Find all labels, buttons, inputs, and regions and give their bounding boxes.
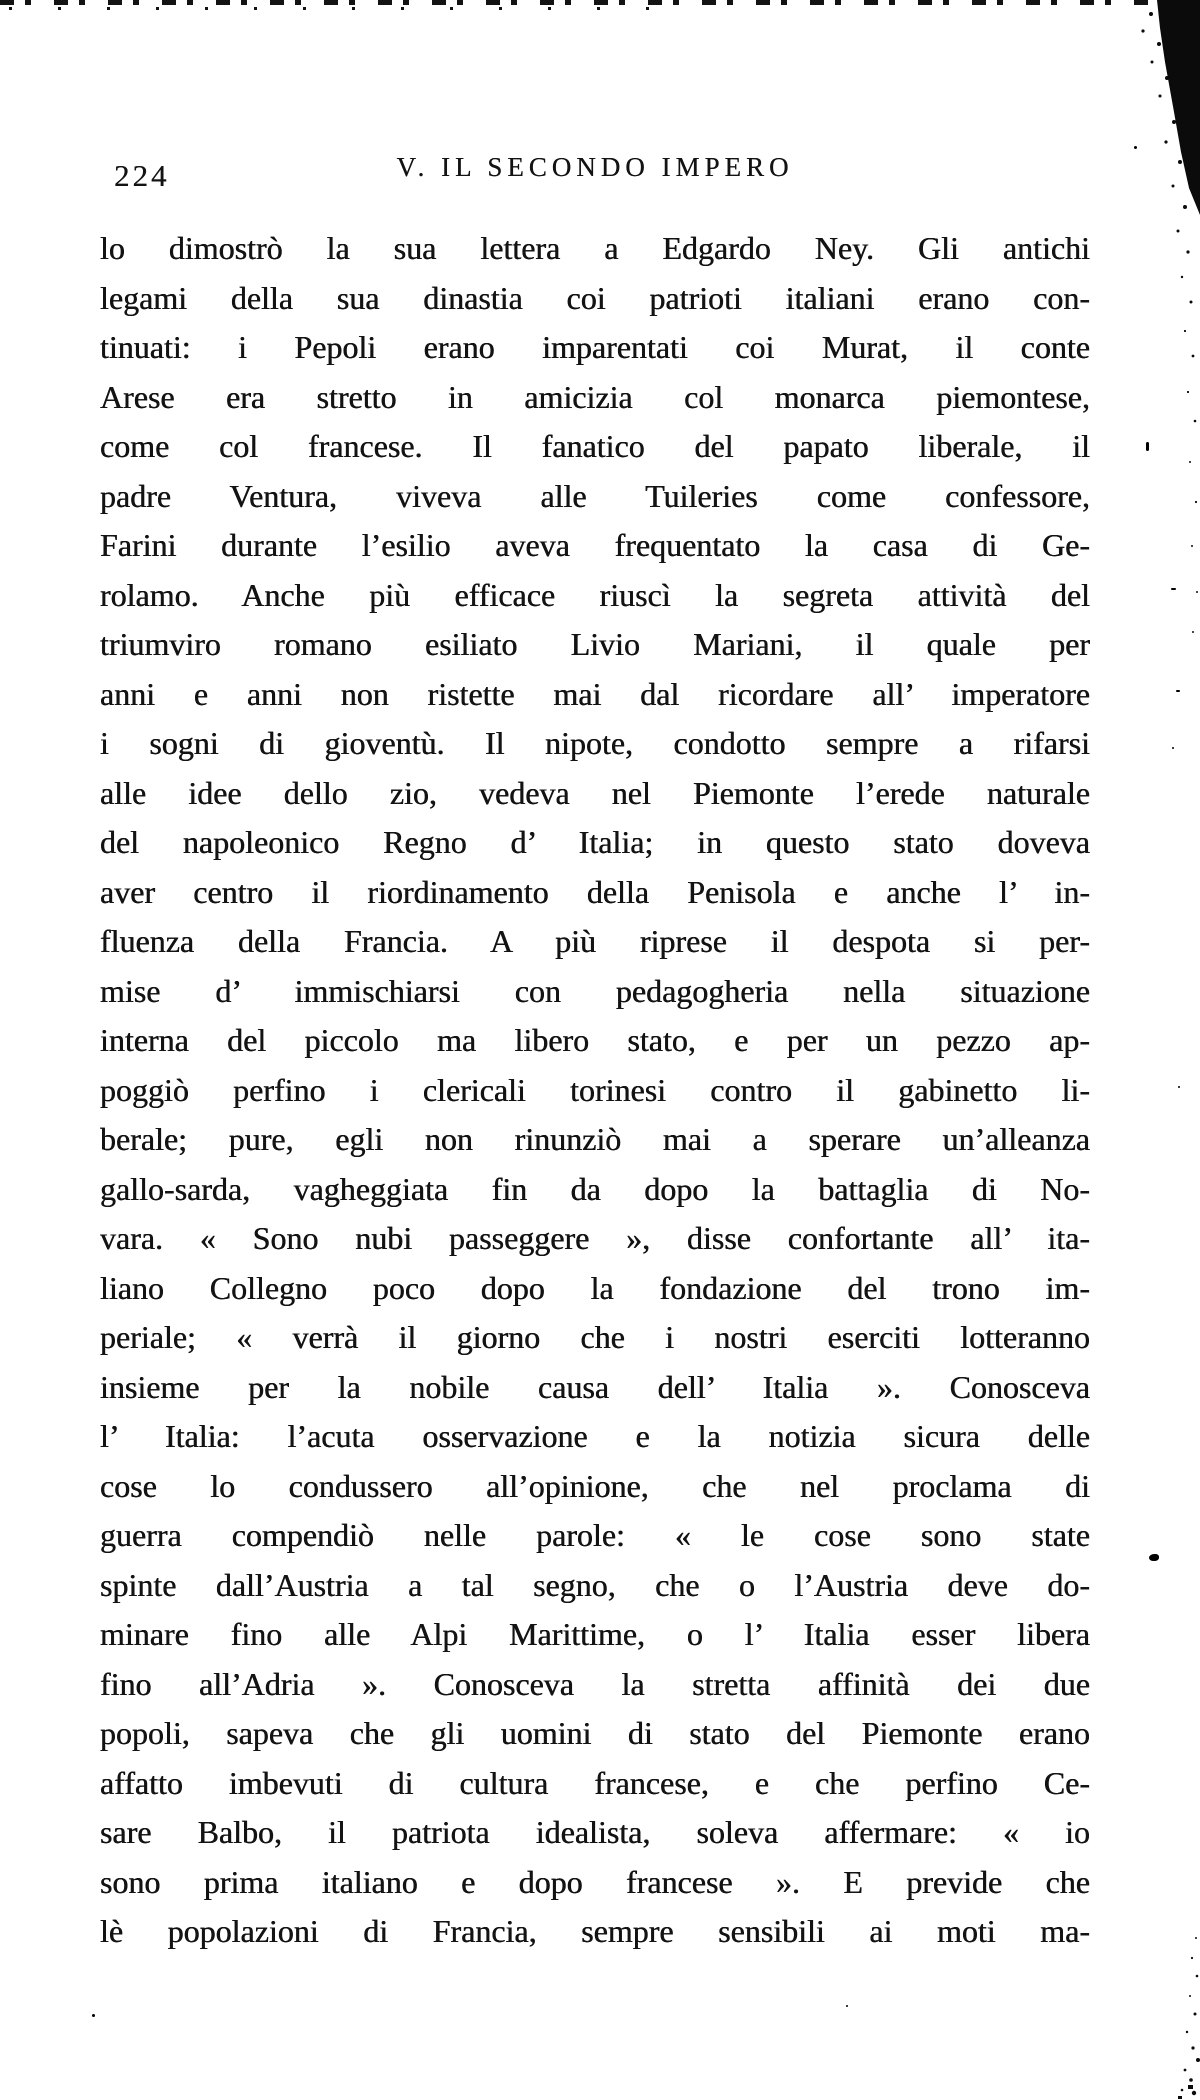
body-text-line: lo dimostrò la sua lettera a Edgardo Ney. Gli antichi xyxy=(100,230,1090,266)
body-text-line: l’ Italia: l’acuta osservazione e la notizia sicura delle xyxy=(100,1418,1090,1454)
body-text-line: fino all’Adria ». Conosceva la stretta affinità dei due xyxy=(100,1665,1090,1702)
body-text-line: spinte dall’Austria a tal segno, che o l’Austria deve do- xyxy=(100,1566,1090,1603)
body-text-line: cose lo condussero all’opinione, che nel proclama di xyxy=(100,1467,1090,1504)
scan-artifact-speck xyxy=(1171,588,1176,590)
body-text-line: interna del piccolo ma libero stato, e per un pezzo ap- xyxy=(100,1022,1090,1058)
body-text-line: guerra compendiò nelle parole: « le cose sono state xyxy=(100,1517,1090,1553)
scan-artifact-bottom-corner xyxy=(1174,1930,1200,2100)
scan-artifact-speck xyxy=(1146,442,1149,451)
body-text-line: aver centro il riordinamento della Penisola e anche l’ in- xyxy=(100,873,1090,910)
body-text-line: fluenza della Francia. A più riprese il despota si per- xyxy=(100,923,1090,959)
body-text-line: rolamo. Anche più efficace riuscì la segreta attività del xyxy=(100,576,1090,613)
scan-artifact-speck xyxy=(1149,1554,1159,1561)
scan-artifact-speck xyxy=(1178,1086,1180,1088)
body-text-line: del napoleonico Regno d’ Italia; in questo stato doveva xyxy=(100,824,1090,860)
body-text-line: Arese era stretto in amicizia col monarca piemontese, xyxy=(100,378,1090,415)
scan-artifact-speck xyxy=(846,2005,848,2007)
body-text-line: affatto imbevuti di cultura francese, e che perfino Ce- xyxy=(100,1764,1090,1801)
body-text-line: anni e anni non ristette mai dal ricordare all’ imperatore xyxy=(100,675,1090,712)
body-text-line: padre Ventura, viveva alle Tuileries come confessore, xyxy=(100,477,1090,514)
scan-artifact-speck xyxy=(1176,690,1180,692)
scan-artifact-speck xyxy=(1134,146,1137,149)
page-number: 224 xyxy=(114,158,170,193)
scan-artifact-speck xyxy=(92,2014,95,2017)
body-text-line: sono prima italiano e dopo francese ». E previde che xyxy=(100,1863,1090,1900)
running-title: V. IL SECONDO IMPERO xyxy=(396,152,794,182)
body-text-line: sare Balbo, il patriota idealista, soleva affermare: « io xyxy=(100,1814,1090,1850)
body-text-line: alle idee dello zio, vedeva nel Piemonte l’erede naturale xyxy=(100,774,1090,811)
body-text-line: lè popolazioni di Francia, sempre sensibili ai moti ma- xyxy=(100,1913,1090,1949)
body-text-line: come col francese. Il fanatico del papato liberale, il xyxy=(100,428,1090,464)
body-text-line: periale; « verrà il giorno che i nostri eserciti lotteranno xyxy=(100,1319,1090,1355)
body-text-line: i sogni di gioventù. Il nipote, condotto sempre a rifarsi xyxy=(100,725,1090,761)
body-text xyxy=(100,224,1090,1957)
scan-artifact-corner-blob xyxy=(1130,0,1200,660)
scan-artifact-top-edge xyxy=(0,0,1200,12)
body-text-line: triumviro romano esiliato Livio Mariani, il quale per xyxy=(100,626,1090,662)
body-text-line: poggiò perfino i clericali torinesi contro il gabinetto li- xyxy=(100,1071,1090,1108)
body-text-line: minare fino alle Alpi Marittime, o l’ Italia esser libera xyxy=(100,1616,1090,1652)
body-text-line: berale; pure, egli non rinunziò mai a sperare un’alleanza xyxy=(100,1121,1090,1157)
body-text-line: insieme per la nobile causa dell’ Italia ». Conosceva xyxy=(100,1368,1090,1405)
body-text-line: Farini durante l’esilio aveva frequentato la casa di Ge- xyxy=(100,527,1090,563)
body-text-line: liano Collegno poco dopo la fondazione del trono im- xyxy=(100,1269,1090,1306)
body-text-line: popoli, sapeva che gli uomini di stato del Piemonte erano xyxy=(100,1715,1090,1751)
body-text-line: gallo-sarda, vagheggiata fin da dopo la battaglia di No- xyxy=(100,1170,1090,1207)
body-text-line: legami della sua dinastia coi patrioti italiani erano con- xyxy=(100,279,1090,316)
body-text-line: tinuati: i Pepoli erano imparentati coi Murat, il conte xyxy=(100,329,1090,365)
body-text-line: mise d’ immischiarsi con pedagogheria nella situazione xyxy=(100,972,1090,1009)
body-text-line: vara. « Sono nubi passeggere », disse confortante all’ ita- xyxy=(100,1220,1090,1256)
scan-artifact-speck xyxy=(1172,747,1174,749)
page-header xyxy=(100,148,1090,198)
